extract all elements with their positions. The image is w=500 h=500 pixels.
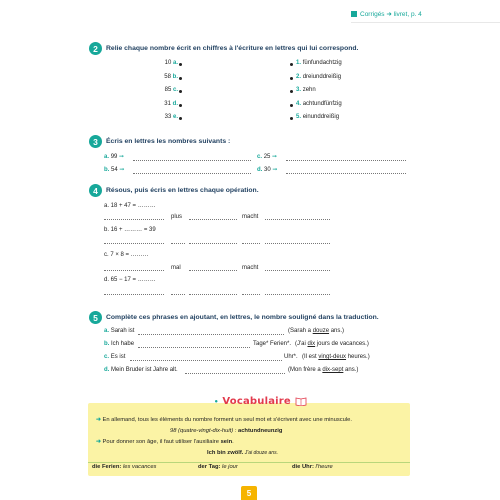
answer-line[interactable]	[265, 294, 330, 295]
arrow-icon: ➜	[96, 417, 101, 423]
vocab-footer-2: der Tag: le jour	[198, 464, 238, 470]
answer-line[interactable]	[189, 294, 237, 295]
answer-line[interactable]	[189, 219, 237, 220]
operator-word: mal	[171, 265, 181, 271]
match-dot[interactable]	[179, 77, 182, 80]
match-dot[interactable]	[179, 117, 182, 120]
answer-line[interactable]	[189, 243, 237, 244]
vocab-line-1: ➜ En allemand, tous les éléments du nombre forment un seul mot et s'écrivent avec une minuscule.	[96, 417, 353, 423]
translation-b: (J'ai dix jours de vacances.)	[295, 341, 369, 347]
square-icon	[351, 11, 357, 17]
vocab-line-4: Ich bin zwölf. J'ai douze ans.	[207, 450, 278, 456]
arrow-icon: ➜	[96, 439, 101, 445]
answer-line[interactable]	[286, 173, 406, 174]
answer-line[interactable]	[138, 347, 250, 348]
corrige-reference	[351, 6, 500, 23]
match-left-item: 10 a.	[164, 60, 178, 66]
page-number: 5	[241, 486, 257, 500]
vocab-footer-3: die Uhr: l'heure	[292, 464, 333, 470]
match-dot[interactable]	[290, 104, 293, 107]
vocab-footer-1: die Ferien: les vacances	[92, 464, 157, 470]
vocab-line-2: 98 (quatre-vingt-dix-huit) : achtundneunzig	[170, 428, 283, 434]
translation-d: (Mon frère a dix-sept ans.)	[288, 367, 359, 373]
match-dot[interactable]	[290, 90, 293, 93]
answer-line[interactable]	[171, 294, 185, 295]
match-dot[interactable]	[290, 77, 293, 80]
match-dot[interactable]	[290, 117, 293, 120]
exercise-5-item-c: c. Es ist	[104, 354, 126, 360]
answer-line[interactable]	[242, 243, 260, 244]
exercise-5-item-b: b. Ich habe	[104, 341, 135, 347]
exercise-4-d: d. 65 − 17 = ………	[104, 277, 156, 283]
answer-line[interactable]	[104, 270, 164, 271]
exercise-5-instruction: Complète ces phrases en ajoutant, en lettres, le nombre souligné dans la traduction.	[106, 314, 379, 321]
answer-line[interactable]	[242, 294, 260, 295]
answer-line[interactable]	[104, 219, 164, 220]
exercise-4-b: b. 16 + ……… = 39	[104, 227, 156, 233]
exercise-4-number: 4	[89, 184, 102, 197]
exercise-3-item-a: a. 99 ➞	[104, 154, 125, 160]
exercise-3-instruction: Écris en lettres les nombres suivants :	[106, 138, 231, 145]
vocab-line-3: ➜ Pour donner son âge, il faut utiliser l'auxiliaire sein.	[96, 439, 234, 445]
operator-word: plus	[171, 214, 183, 220]
match-left-item: 58 b.	[164, 73, 178, 80]
corrige-text: Corrigés ➜ livret, p. 4	[360, 11, 422, 18]
exercise-2-number: 2	[89, 42, 102, 55]
match-right-item: 4. achtundfünfzig	[296, 100, 342, 107]
exercise-3-number: 3	[89, 135, 102, 148]
match-left-item: 31 d.	[164, 100, 178, 107]
answer-line[interactable]	[286, 160, 406, 161]
match-left-item: 85 c.	[164, 87, 178, 93]
answer-line[interactable]	[265, 243, 330, 244]
match-dot[interactable]	[290, 63, 293, 66]
book-icon	[295, 397, 307, 406]
exercise-5-item-d: d. Mein Bruder ist Jahre alt.	[104, 367, 178, 373]
answer-line[interactable]	[185, 373, 285, 374]
vocab-divider	[88, 462, 410, 463]
match-dot[interactable]	[179, 90, 182, 93]
exercise-3-item-c: c. 25 ➞	[257, 154, 278, 160]
answer-line[interactable]	[189, 270, 237, 271]
match-left-item: 33 e.	[164, 114, 178, 120]
exercise-2-instruction: Relie chaque nombre écrit en chiffres à l'écriture en lettres qui lui correspond.	[106, 45, 359, 52]
exercise-3-item-b: b. 54 ➞	[104, 167, 125, 173]
match-dot[interactable]	[179, 104, 182, 107]
exercise-4-c: c. 7 × 8 = ………	[104, 252, 149, 258]
vocabulary-title: • Vocabulaire	[214, 396, 307, 407]
answer-line[interactable]	[265, 219, 330, 220]
operator-word: macht	[242, 265, 259, 271]
exercise-3-item-d: d. 30 ➞	[257, 167, 278, 173]
exercise-5-number: 5	[89, 311, 102, 324]
exercise-5-item-c-mid: Uhr*.	[284, 354, 298, 360]
answer-line[interactable]	[133, 160, 251, 161]
exercise-5-item-b-mid: Tage* Ferien*.	[253, 341, 292, 347]
operator-word: macht	[242, 214, 259, 220]
match-dot[interactable]	[179, 63, 182, 66]
answer-line[interactable]	[138, 334, 284, 335]
exercise-4-a: a. 18 + 47 = ………	[104, 203, 156, 209]
exercise-5-item-a: a. Sarah ist	[104, 328, 135, 334]
answer-line[interactable]	[171, 243, 185, 244]
answer-line[interactable]	[265, 270, 330, 271]
match-right-item: 2. dreiunddreißig	[296, 73, 342, 80]
match-right-item: 5. einunddreißig	[296, 114, 340, 120]
answer-line[interactable]	[104, 294, 164, 295]
translation-c: (Il est vingt-deux heures.)	[302, 354, 370, 360]
exercise-4-instruction: Résous, puis écris en lettres chaque opération.	[106, 187, 259, 194]
answer-line[interactable]	[133, 173, 251, 174]
match-right-item: 1. fünfundachtzig	[296, 60, 342, 66]
answer-line[interactable]	[130, 360, 282, 361]
answer-line[interactable]	[104, 243, 164, 244]
match-right-item: 3. zehn	[296, 87, 316, 93]
translation-a: (Sarah a douze ans.)	[288, 328, 345, 334]
